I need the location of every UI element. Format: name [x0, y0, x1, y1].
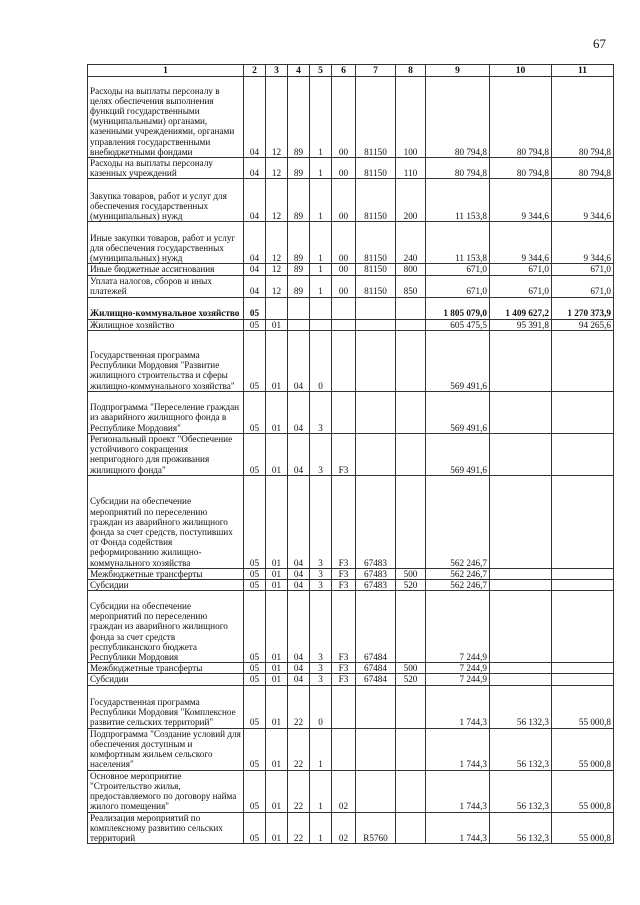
cell-col-6: [332, 319, 356, 330]
cell-col-8: 520: [396, 674, 426, 685]
cell-col-3: 01: [266, 319, 288, 330]
cell-col-8: [396, 319, 426, 330]
cell-col-5: 1: [310, 179, 332, 222]
cell-col-11: 9 344,6: [552, 222, 614, 264]
cell-col-3: 01: [266, 433, 288, 475]
cell-col-3: 01: [266, 685, 288, 728]
cell-col-8: [396, 770, 426, 812]
cell-col-6: 00: [332, 158, 356, 179]
cell-col-9: 7 244,9: [426, 591, 490, 663]
cell-col-9: 569 491,6: [426, 391, 490, 433]
cell-col-4: 89: [288, 77, 310, 158]
cell-col-4: 22: [288, 770, 310, 812]
cell-col-4: 04: [288, 330, 310, 391]
table-row: [88, 158, 614, 179]
cell-col-5: [310, 297, 332, 319]
column-header-2: 2: [244, 65, 266, 77]
cell-col-6: F3: [332, 674, 356, 685]
cell-col-11: [552, 433, 614, 475]
row-label: Субсидии: [88, 674, 244, 685]
cell-col-10: [490, 475, 552, 568]
cell-col-2: 05: [244, 580, 266, 591]
column-header-1: 1: [88, 65, 244, 77]
cell-col-5: 3: [310, 663, 332, 674]
cell-col-6: 00: [332, 222, 356, 264]
cell-col-8: [396, 475, 426, 568]
cell-col-10: [490, 433, 552, 475]
cell-col-6: F3: [332, 580, 356, 591]
cell-col-9: 1 744,3: [426, 685, 490, 728]
cell-col-5: 3: [310, 674, 332, 685]
cell-col-7: 81150: [356, 222, 396, 264]
cell-col-7: 81150: [356, 275, 396, 297]
cell-col-5: 3: [310, 591, 332, 663]
cell-col-4: 04: [288, 591, 310, 663]
table-row: [88, 728, 614, 770]
cell-col-10: 56 132,3: [490, 728, 552, 770]
cell-col-9: 562 246,7: [426, 568, 490, 579]
cell-col-10: [490, 580, 552, 591]
cell-col-4: 04: [288, 433, 310, 475]
cell-col-7: 67483: [356, 475, 396, 568]
cell-col-3: 12: [266, 222, 288, 264]
cell-col-3: 01: [266, 330, 288, 391]
row-label: Иные закупки товаров, работ и услуг для обеспечения государственных (муниципальных) нужд: [88, 222, 244, 264]
cell-col-7: 67484: [356, 674, 396, 685]
table-row: [88, 222, 614, 264]
cell-col-6: [332, 391, 356, 433]
cell-col-3: 12: [266, 264, 288, 275]
cell-col-6: F3: [332, 433, 356, 475]
cell-col-3: 01: [266, 770, 288, 812]
cell-col-8: [396, 330, 426, 391]
cell-col-6: 00: [332, 77, 356, 158]
cell-col-11: [552, 391, 614, 433]
cell-col-5: 1: [310, 158, 332, 179]
cell-col-11: [552, 330, 614, 391]
cell-col-4: 22: [288, 812, 310, 844]
cell-col-6: F3: [332, 663, 356, 674]
cell-col-10: [490, 330, 552, 391]
cell-col-9: 11 153,8: [426, 222, 490, 264]
budget-table: [87, 64, 614, 844]
cell-col-8: 110: [396, 158, 426, 179]
cell-col-2: 05: [244, 812, 266, 844]
cell-col-6: 02: [332, 770, 356, 812]
cell-col-10: 56 132,3: [490, 685, 552, 728]
cell-col-4: 04: [288, 663, 310, 674]
column-header-3: 3: [266, 65, 288, 77]
column-header-6: 6: [332, 65, 356, 77]
cell-col-6: 00: [332, 264, 356, 275]
cell-col-8: 100: [396, 77, 426, 158]
cell-col-4: 04: [288, 568, 310, 579]
table-row: [88, 297, 614, 319]
cell-col-9: 569 491,6: [426, 433, 490, 475]
cell-col-8: 520: [396, 580, 426, 591]
cell-col-8: [396, 728, 426, 770]
table-row: [88, 591, 614, 663]
cell-col-3: 01: [266, 568, 288, 579]
cell-col-5: [310, 319, 332, 330]
cell-col-5: 1: [310, 275, 332, 297]
row-label: Субсидии: [88, 580, 244, 591]
cell-col-4: 04: [288, 674, 310, 685]
cell-col-7: [356, 728, 396, 770]
cell-col-6: [332, 330, 356, 391]
table-row: [88, 475, 614, 568]
table-row: [88, 663, 614, 674]
row-label: Государственная программа Республики Мордовия "Развитие жилищного строительства и сферы жилищно-коммунального хозяйства": [88, 330, 244, 391]
row-label: Основное мероприятие "Строительство жилья, предоставляемого по договору найма жилого помещения": [88, 770, 244, 812]
cell-col-7: 81150: [356, 158, 396, 179]
cell-col-3: 01: [266, 391, 288, 433]
cell-col-9: 562 246,7: [426, 580, 490, 591]
cell-col-2: 05: [244, 297, 266, 319]
row-label: Государственная программа Республики Мордовия "Комплексное развитие сельских территорий": [88, 685, 244, 728]
cell-col-2: 04: [244, 275, 266, 297]
cell-col-7: [356, 685, 396, 728]
cell-col-8: [396, 685, 426, 728]
cell-col-6: [332, 728, 356, 770]
cell-col-5: 3: [310, 568, 332, 579]
cell-col-10: 1 409 627,2: [490, 297, 552, 319]
column-header-10: 10: [490, 65, 552, 77]
cell-col-10: [490, 663, 552, 674]
cell-col-7: 81150: [356, 264, 396, 275]
cell-col-9: 1 744,3: [426, 770, 490, 812]
cell-col-2: 05: [244, 663, 266, 674]
cell-col-4: 04: [288, 391, 310, 433]
cell-col-7: R5760: [356, 812, 396, 844]
cell-col-5: 1: [310, 264, 332, 275]
cell-col-11: [552, 580, 614, 591]
cell-col-10: 671,0: [490, 264, 552, 275]
table-row: [88, 568, 614, 579]
row-label: Иные бюджетные ассигнования: [88, 264, 244, 275]
cell-col-2: 05: [244, 685, 266, 728]
cell-col-7: [356, 770, 396, 812]
page-number: 67: [593, 36, 606, 51]
column-header-4: 4: [288, 65, 310, 77]
cell-col-7: 81150: [356, 77, 396, 158]
cell-col-10: [490, 591, 552, 663]
cell-col-8: 800: [396, 264, 426, 275]
cell-col-2: 05: [244, 770, 266, 812]
cell-col-5: 3: [310, 580, 332, 591]
cell-col-7: [356, 297, 396, 319]
cell-col-3: 12: [266, 275, 288, 297]
cell-col-3: [266, 297, 288, 319]
cell-col-8: 500: [396, 663, 426, 674]
cell-col-7: [356, 391, 396, 433]
cell-col-2: 05: [244, 591, 266, 663]
table-row: [88, 275, 614, 297]
cell-col-9: 11 153,8: [426, 179, 490, 222]
cell-col-10: [490, 391, 552, 433]
cell-col-11: [552, 663, 614, 674]
cell-col-3: 01: [266, 728, 288, 770]
cell-col-11: 80 794,8: [552, 77, 614, 158]
table-row: [88, 685, 614, 728]
table-row: [88, 812, 614, 844]
cell-col-4: 89: [288, 222, 310, 264]
cell-col-11: [552, 674, 614, 685]
cell-col-4: 89: [288, 179, 310, 222]
cell-col-11: 80 794,8: [552, 158, 614, 179]
column-header-8: 8: [396, 65, 426, 77]
cell-col-6: 00: [332, 179, 356, 222]
cell-col-8: 500: [396, 568, 426, 579]
cell-col-2: 05: [244, 391, 266, 433]
row-label: Подпрограмма "Переселение граждан из аварийного жилищного фонда в Республике Мордовия": [88, 391, 244, 433]
cell-col-9: 671,0: [426, 275, 490, 297]
cell-col-6: 02: [332, 812, 356, 844]
cell-col-10: 80 794,8: [490, 77, 552, 158]
table-row: [88, 77, 614, 158]
cell-col-3: 01: [266, 580, 288, 591]
cell-col-5: 3: [310, 391, 332, 433]
cell-col-10: 95 391,8: [490, 319, 552, 330]
cell-col-9: 1 805 079,0: [426, 297, 490, 319]
cell-col-2: 05: [244, 433, 266, 475]
cell-col-8: 240: [396, 222, 426, 264]
cell-col-11: 9 344,6: [552, 179, 614, 222]
cell-col-8: [396, 433, 426, 475]
cell-col-11: 671,0: [552, 264, 614, 275]
cell-col-7: [356, 433, 396, 475]
row-label: Межбюджетные трансферты: [88, 568, 244, 579]
cell-col-11: 671,0: [552, 275, 614, 297]
cell-col-4: [288, 319, 310, 330]
row-label: Подпрограмма "Создание условий для обеспечения доступным и комфортным жильем сельского населения": [88, 728, 244, 770]
cell-col-7: [356, 319, 396, 330]
row-label: Расходы на выплаты персоналу казенных учреждений: [88, 158, 244, 179]
cell-col-2: 04: [244, 158, 266, 179]
cell-col-2: 04: [244, 264, 266, 275]
cell-col-2: 05: [244, 728, 266, 770]
cell-col-11: 55 000,8: [552, 728, 614, 770]
row-label: Региональный проект "Обеспечение устойчивого сокращения непригодного для проживания жилищного фонда": [88, 433, 244, 475]
table-row: [88, 330, 614, 391]
cell-col-11: 55 000,8: [552, 770, 614, 812]
row-label: Расходы на выплаты персоналу в целях обеспечения выполнения функций государственными (муниципальными) органами, казенными учреждениями, органами управления государственными внебюджетными фондами: [88, 77, 244, 158]
cell-col-4: 89: [288, 275, 310, 297]
cell-col-9: 7 244,9: [426, 674, 490, 685]
cell-col-8: [396, 391, 426, 433]
cell-col-10: [490, 568, 552, 579]
cell-col-5: 3: [310, 433, 332, 475]
cell-col-3: 01: [266, 475, 288, 568]
cell-col-9: 605 475,5: [426, 319, 490, 330]
column-header-7: 7: [356, 65, 396, 77]
row-label: Реализация мероприятий по комплексному развитию сельских территорий: [88, 812, 244, 844]
cell-col-10: 671,0: [490, 275, 552, 297]
cell-col-2: 05: [244, 330, 266, 391]
cell-col-11: 94 265,6: [552, 319, 614, 330]
cell-col-6: 00: [332, 275, 356, 297]
cell-col-7: 67483: [356, 580, 396, 591]
table-row: [88, 674, 614, 685]
row-label: Жилищно-коммунальное хозяйство: [88, 297, 244, 319]
cell-col-9: 671,0: [426, 264, 490, 275]
table-row: [88, 433, 614, 475]
cell-col-4: 04: [288, 475, 310, 568]
cell-col-11: [552, 591, 614, 663]
table-row: [88, 391, 614, 433]
cell-col-7: [356, 330, 396, 391]
cell-col-4: 22: [288, 685, 310, 728]
table-row: [88, 770, 614, 812]
cell-col-2: 04: [244, 77, 266, 158]
cell-col-2: 04: [244, 222, 266, 264]
cell-col-9: 7 244,9: [426, 663, 490, 674]
cell-col-8: [396, 591, 426, 663]
table-row: [88, 319, 614, 330]
cell-col-2: 05: [244, 568, 266, 579]
cell-col-4: 04: [288, 580, 310, 591]
cell-col-2: 04: [244, 179, 266, 222]
cell-col-3: 12: [266, 158, 288, 179]
cell-col-6: F3: [332, 475, 356, 568]
cell-col-5: 1: [310, 222, 332, 264]
cell-col-7: 81150: [356, 179, 396, 222]
cell-col-2: 05: [244, 674, 266, 685]
cell-col-3: 01: [266, 674, 288, 685]
cell-col-9: 1 744,3: [426, 728, 490, 770]
cell-col-10: 80 794,8: [490, 158, 552, 179]
cell-col-6: F3: [332, 591, 356, 663]
cell-col-11: 55 000,8: [552, 812, 614, 844]
cell-col-7: 67484: [356, 591, 396, 663]
cell-col-10: 56 132,3: [490, 812, 552, 844]
cell-col-9: 562 246,7: [426, 475, 490, 568]
cell-col-4: 22: [288, 728, 310, 770]
cell-col-8: 850: [396, 275, 426, 297]
cell-col-5: 1: [310, 770, 332, 812]
cell-col-8: 200: [396, 179, 426, 222]
cell-col-3: 01: [266, 812, 288, 844]
cell-col-4: [288, 297, 310, 319]
cell-col-4: 89: [288, 264, 310, 275]
cell-col-9: 569 491,6: [426, 330, 490, 391]
cell-col-3: 01: [266, 591, 288, 663]
cell-col-8: [396, 297, 426, 319]
cell-col-9: 80 794,8: [426, 158, 490, 179]
column-header-5: 5: [310, 65, 332, 77]
cell-col-5: 0: [310, 330, 332, 391]
cell-col-7: 67483: [356, 568, 396, 579]
cell-col-10: 9 344,6: [490, 222, 552, 264]
cell-col-5: 1: [310, 77, 332, 158]
cell-col-6: [332, 297, 356, 319]
row-label: Субсидии на обеспечение мероприятий по переселению граждан из аварийного жилищного фонда за счет средств, поступивших от Фонда содействия реформированию жилищно-коммунального хозяйства: [88, 475, 244, 568]
row-label: Субсидии на обеспечение мероприятий по переселению граждан из аварийного жилищного фонда за счет средств республиканского бюджета Республики Мордовия: [88, 591, 244, 663]
cell-col-11: [552, 568, 614, 579]
cell-col-5: 3: [310, 475, 332, 568]
cell-col-6: F3: [332, 568, 356, 579]
table-row: [88, 264, 614, 275]
cell-col-3: 01: [266, 663, 288, 674]
column-header-11: 11: [552, 65, 614, 77]
row-label: Закупка товаров, работ и услуг для обеспечения государственных (муниципальных) нужд: [88, 179, 244, 222]
cell-col-2: 05: [244, 319, 266, 330]
cell-col-5: 1: [310, 812, 332, 844]
cell-col-8: [396, 812, 426, 844]
cell-col-11: 55 000,8: [552, 685, 614, 728]
cell-col-10: 56 132,3: [490, 770, 552, 812]
cell-col-6: [332, 685, 356, 728]
cell-col-5: 1: [310, 728, 332, 770]
cell-col-7: 67484: [356, 663, 396, 674]
row-label: Межбюджетные трансферты: [88, 663, 244, 674]
cell-col-9: 80 794,8: [426, 77, 490, 158]
cell-col-3: 12: [266, 77, 288, 158]
column-header-9: 9: [426, 65, 490, 77]
row-label: Жилищное хозяйство: [88, 319, 244, 330]
cell-col-4: 89: [288, 158, 310, 179]
header-row: [88, 65, 614, 77]
cell-col-2: 05: [244, 475, 266, 568]
table-row: [88, 580, 614, 591]
cell-col-11: 1 270 373,9: [552, 297, 614, 319]
cell-col-5: 0: [310, 685, 332, 728]
cell-col-3: 12: [266, 179, 288, 222]
row-label: Уплата налогов, сборов и иных платежей: [88, 275, 244, 297]
table-row: [88, 179, 614, 222]
cell-col-10: 9 344,6: [490, 179, 552, 222]
cell-col-10: [490, 674, 552, 685]
cell-col-9: 1 744,3: [426, 812, 490, 844]
cell-col-11: [552, 475, 614, 568]
table-body: [88, 77, 614, 844]
